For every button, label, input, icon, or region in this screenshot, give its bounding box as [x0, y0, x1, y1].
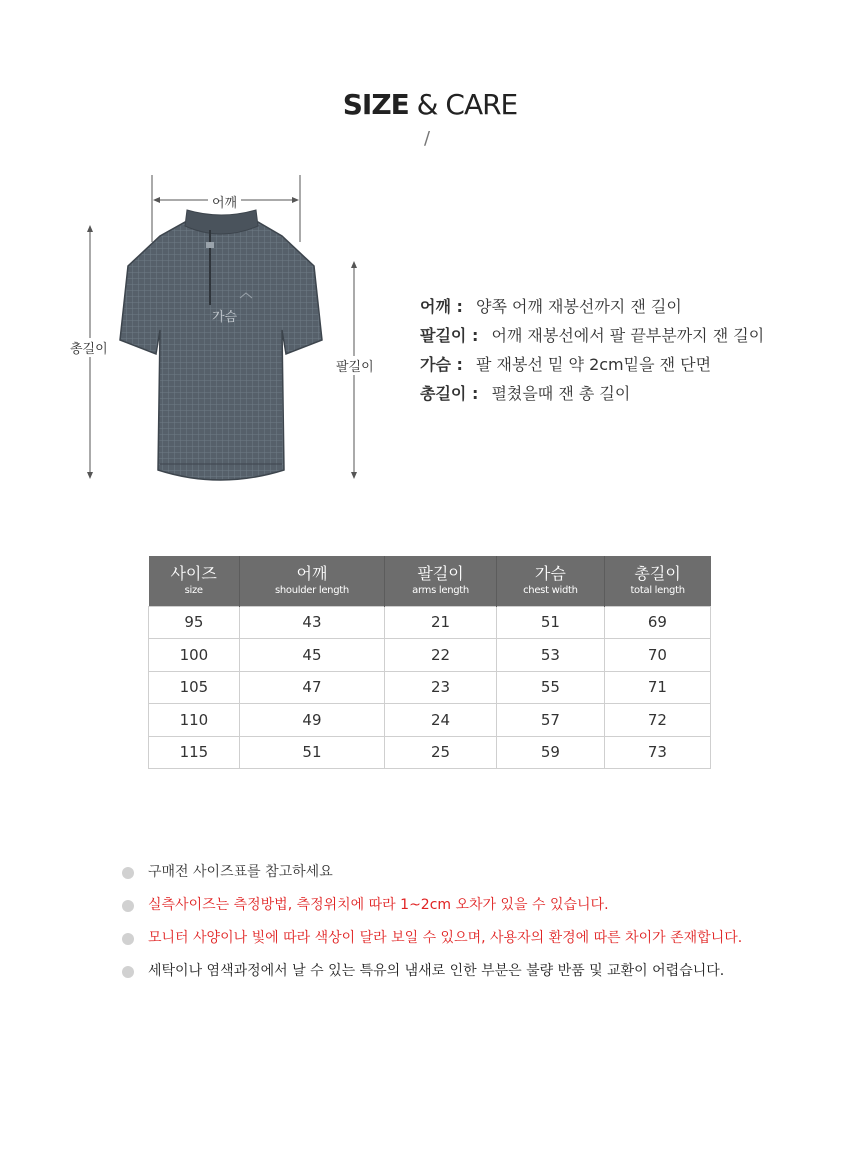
table-cell: 70 — [604, 639, 710, 672]
legend-desc: 양쪽 어깨 재봉선까지 잰 길이 — [475, 297, 682, 316]
note-item — [122, 889, 742, 922]
table-cell: 71 — [604, 671, 710, 704]
legend-row-chest — [420, 350, 764, 379]
table-cell: 53 — [497, 639, 605, 672]
note-item — [122, 955, 742, 988]
table-cell: 21 — [385, 606, 497, 639]
legend-term: 팔길이 : — [420, 326, 479, 345]
table-row — [149, 639, 711, 672]
table-row — [149, 606, 711, 639]
table-cell: 45 — [239, 639, 384, 672]
bullet-icon — [122, 900, 134, 912]
table-cell: 47 — [239, 671, 384, 704]
title-divider: / — [424, 128, 431, 149]
title-light: & CARE — [416, 88, 518, 121]
size-table — [148, 556, 711, 769]
bullet-icon — [122, 966, 134, 978]
table-cell: 43 — [239, 606, 384, 639]
shirt-diagram-svg — [0, 170, 420, 500]
table-row — [149, 704, 711, 737]
note-item — [122, 922, 742, 955]
measurement-diagram — [0, 170, 420, 500]
table-cell: 69 — [604, 606, 710, 639]
legend-row-total — [420, 379, 764, 408]
table-cell: 100 — [149, 639, 240, 672]
note-text: 세탁이나 염색과정에서 날 수 있는 특유의 냄새로 인한 부분은 불량 반품 및 교환이 어렵습니다. — [148, 963, 725, 979]
table-cell: 23 — [385, 671, 497, 704]
table-cell: 115 — [149, 736, 240, 769]
table-row — [149, 671, 711, 704]
total-length-label: 총길이 — [66, 338, 112, 357]
table-cell: 22 — [385, 639, 497, 672]
table-row — [149, 736, 711, 769]
table-cell: 49 — [239, 704, 384, 737]
shirt-icon — [120, 210, 322, 480]
chest-label: 가슴 — [212, 310, 238, 325]
measurement-legend — [420, 292, 764, 408]
note-text: 모니터 사양이나 빛에 따라 색상이 달라 보일 수 있으며, 사용자의 환경에 따른 차이가 존재합니다. — [148, 930, 743, 946]
note-text: 구매전 사이즈표를 참고하세요 — [148, 864, 333, 880]
table-cell: 105 — [149, 671, 240, 704]
column-header-shoulder: 어깨 shoulder length — [239, 556, 384, 606]
column-header-chest: 가슴 chest width — [497, 556, 605, 606]
legend-desc: 펼쳤을때 잰 총 길이 — [491, 384, 631, 403]
table-cell: 72 — [604, 704, 710, 737]
legend-desc: 팔 재봉선 밑 약 2cm밑을 잰 단면 — [475, 355, 712, 374]
legend-row-arm — [420, 321, 764, 350]
table-cell: 51 — [239, 736, 384, 769]
table-cell: 25 — [385, 736, 497, 769]
note-item — [122, 856, 742, 889]
legend-desc: 어깨 재봉선에서 팔 끝부분까지 잰 길이 — [491, 326, 765, 345]
legend-term: 어깨 : — [420, 297, 463, 316]
note-text: 실측사이즈는 측정방법, 측정위치에 따라 1~2cm 오차가 있을 수 있습니다. — [148, 897, 609, 913]
column-header-arm: 팔길이 arms length — [385, 556, 497, 606]
table-cell: 59 — [497, 736, 605, 769]
column-header-total: 총길이 total length — [604, 556, 710, 606]
table-cell: 51 — [497, 606, 605, 639]
page-title — [0, 88, 860, 121]
table-cell: 95 — [149, 606, 240, 639]
shoulder-label: 어깨 — [208, 192, 241, 211]
legend-row-shoulder — [420, 292, 764, 321]
table-cell: 110 — [149, 704, 240, 737]
title-bold: SIZE — [342, 88, 409, 121]
bullet-icon — [122, 867, 134, 879]
column-header-size: 사이즈 size — [149, 556, 240, 606]
legend-term: 총길이 : — [420, 384, 479, 403]
arm-length-label: 팔길이 — [332, 356, 378, 375]
care-notes — [122, 856, 742, 988]
table-header-row — [149, 556, 711, 606]
table-cell: 57 — [497, 704, 605, 737]
legend-term: 가슴 : — [420, 355, 463, 374]
table-cell: 55 — [497, 671, 605, 704]
table-cell: 73 — [604, 736, 710, 769]
bullet-icon — [122, 933, 134, 945]
table-cell: 24 — [385, 704, 497, 737]
